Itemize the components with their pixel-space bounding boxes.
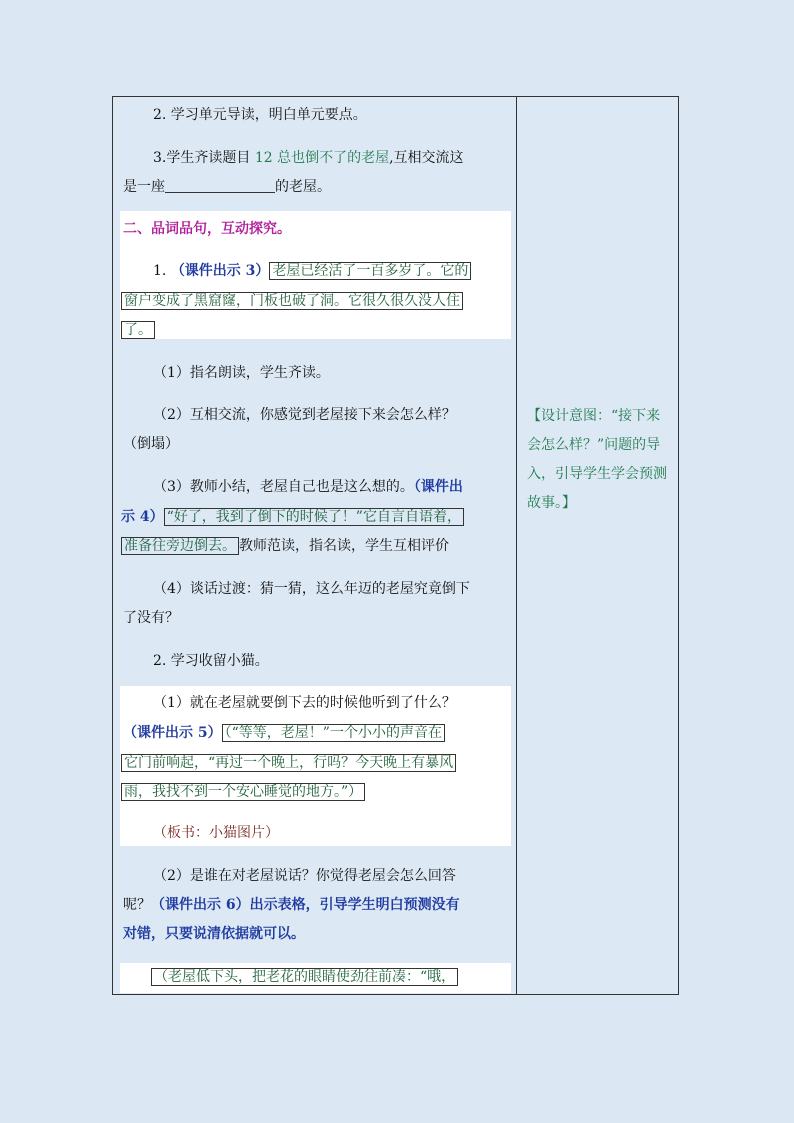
para-step-2: 2. 学习收留小猫。 [153, 653, 269, 669]
quote-3-line-3: 了。 [121, 316, 155, 345]
courseware-quote-4: “好了，我到了倒下的时候了！”它自言自语着， [164, 508, 464, 526]
para-fill-blank: 是一座 的老屋。 [123, 179, 331, 195]
para-cat-2-line-2: 呢？（课件出示 6）出示表格，引导学生明白预测没有 [123, 897, 460, 913]
para-cat-2: （2）是谁在对老屋说话？你觉得老屋会怎么回答 [153, 868, 456, 884]
para-unit-guide: 2. 学习单元导读，明白单元要点。 [153, 107, 367, 123]
board-note: （板书：小猫图片） [153, 825, 279, 841]
courseware-quote-3: 老屋已经活了一百多岁了。它的 [269, 262, 471, 280]
para-step-1: 1. （课件出示 3） 老屋已经活了一百多岁了。它的 [153, 257, 471, 286]
section-heading-2: 二、品词品句，互动探究。 [123, 221, 291, 237]
para-cat-1: （1）就在老屋就要倒下去的时候他听到了什么？ [153, 695, 456, 711]
quote-5-line-2: 它门前响起，“再过一个晚上，行吗？今天晚上有暴风 [121, 749, 456, 778]
quote-5-line-3: 雨，我找不到一个安心睡觉的地方。”） [121, 778, 365, 807]
para-item-4-end: 了没有？ [123, 610, 179, 626]
para-read-title: 3.学生齐读题目 12 总也倒不了的老屋,互相交流这 [153, 150, 464, 166]
para-item-4: （4）谈话过渡：猜一猜，这么年迈的老屋究竟倒下 [153, 581, 470, 597]
para-item-1: （1）指名朗读，学生齐读。 [153, 365, 330, 381]
para-item-3-quote: 示 4） “好了，我到了倒下的时候了！”它自言自语着， [121, 503, 464, 532]
lesson-title: 12 总也倒不了的老屋 [254, 150, 390, 166]
teaching-process-cell [113, 97, 516, 994]
blank-line [165, 178, 275, 193]
para-last-quote [151, 963, 458, 992]
quote-3-line-2: 窗户变成了黑窟窿，门板也破了洞。它很久很久没人住 [121, 287, 463, 316]
para-cat-2-line-3: 对错，只要说清依据就可以。 [123, 926, 305, 942]
courseware-quote-6: （老屋低下头，把老花的眼睛使劲往前凑：“哦， [151, 968, 458, 986]
para-item-3-end: 准备往旁边倒去。 教师范读，指名读，学生互相评价 [121, 532, 449, 561]
para-item-2-answer: （倒塌） [123, 436, 179, 452]
courseware-quote-5: （“等等，老屋！”一个小小的声音在 [222, 724, 445, 742]
para-item-3: （3）教师小结，老屋自己也是这么想的。（课件出 [153, 479, 463, 495]
lesson-table [112, 96, 679, 995]
design-intent-cell [517, 97, 678, 994]
design-intent-note: 【设计意图：“接下来会怎么样？”问题的导入，引导学生学会预测故事。】 [527, 408, 667, 511]
para-cat-1-quote: （课件出示 5） （“等等，老屋！”一个小小的声音在 [123, 719, 445, 748]
para-item-2: （2）互相交流，你感觉到老屋接下来会怎么样？ [153, 407, 456, 423]
